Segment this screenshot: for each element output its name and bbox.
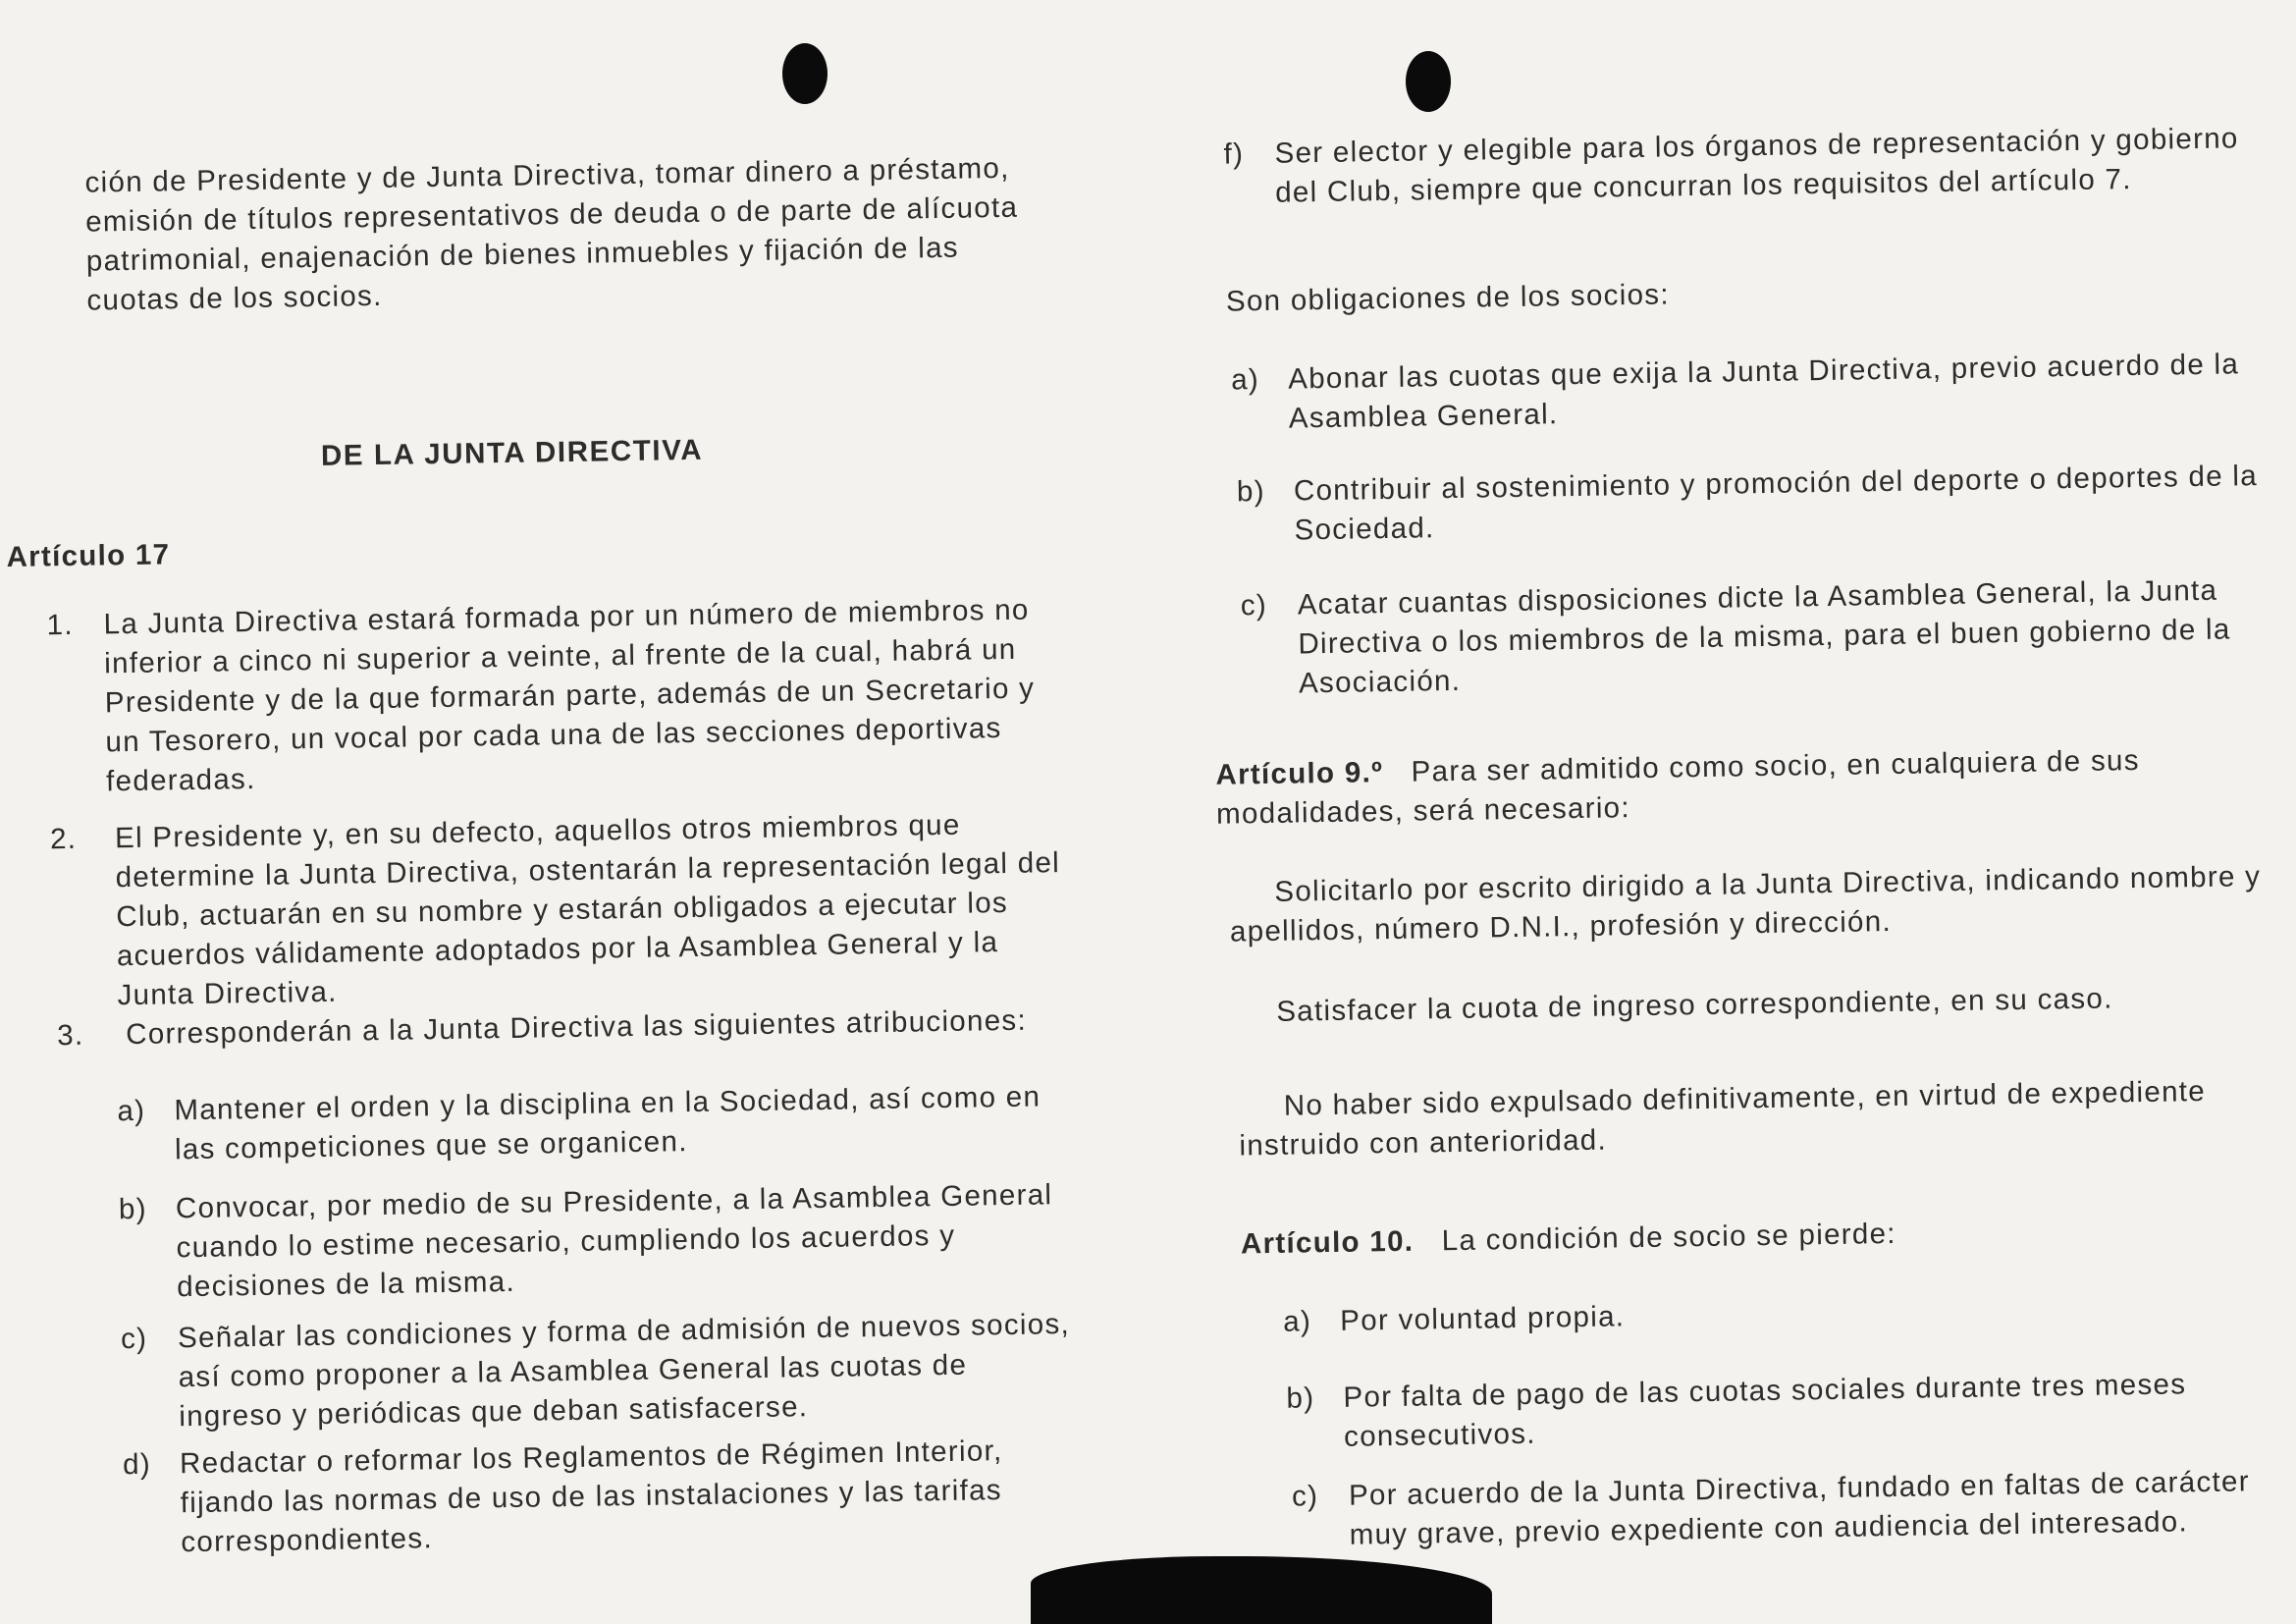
item-letter: a)	[1230, 363, 1260, 397]
article-9-label: Artículo 9.º	[1215, 756, 1384, 791]
article-10-text: La condición de socio se pierde:	[1441, 1217, 1897, 1258]
item-text: Redactar o reformar los Reglamentos de Régimen Interior, fijando las normas de uso de las instalaciones y las tarifas correspondientes.	[179, 1435, 1003, 1559]
item-letter: a)	[117, 1094, 146, 1128]
item-text: Ser elector y elegible para los órganos de representación y gobierno del Club, siempre que concurran los requisitos del artículo 7.	[1274, 122, 2239, 209]
list-item	[1223, 119, 2265, 214]
ink-smudge	[1031, 1556, 1492, 1624]
item-letter: c)	[1291, 1480, 1319, 1513]
section-heading: DE LA JUNTA DIRECTIVA	[320, 433, 704, 472]
item-text: Por acuerdo de la Junta Directiva, fundado en faltas de carácter muy grave, previo expediente con audiencia del interesado.	[1348, 1465, 2251, 1551]
item-letter: c)	[1240, 588, 1268, 623]
requirement-3	[1239, 1071, 2296, 1166]
item-text: El Presidente y, en su defecto, aquellos otros miembros que determine la Junta Directiva, ostentarán la representación legal del Club, actuarán en su nombre y estarán obligados a ejecutar los acuerdos válidamente adoptados por la Asamblea General y la Junta Directiva.	[114, 808, 1061, 1012]
article-9	[1215, 739, 2276, 835]
list-item	[1241, 570, 2283, 705]
list-item	[1286, 1364, 2288, 1458]
requirement-1	[1229, 857, 2290, 952]
item-number: 1.	[46, 608, 75, 642]
article-10	[1241, 1208, 2296, 1264]
requirement-text: Solicitarlo por escrito dirigido a la Junta Directiva, indicando nombre y apellidos, número D.N.I., profesión y dirección.	[1229, 860, 2262, 948]
punch-hole-right	[1406, 51, 1451, 112]
item-letter: b)	[118, 1192, 148, 1226]
item-letter: c)	[120, 1322, 148, 1356]
requirement-2	[1276, 977, 2288, 1032]
item-text: Mantener el orden y la disciplina en la Sociedad, así como en las competiciones que se organicen.	[174, 1080, 1041, 1166]
item-letter: d)	[122, 1447, 152, 1482]
item-letter: a)	[1283, 1305, 1312, 1338]
item-letter: b)	[1286, 1381, 1315, 1415]
item-text: Señalar las condiciones y forma de admisión de nuevos socios, así como proponer a la Asamblea General las cuotas de ingreso y periódicas que deban satisfacerse.	[177, 1308, 1071, 1434]
list-item	[1231, 345, 2272, 440]
intro-paragraph: ción de Presidente y de Junta Directiva, tomar dinero a préstamo, emisión de títulos representativos de deuda o de parte de alícuota patrimonial, enajenación de bienes inmuebles y fijación de las cuotas de los socios.	[84, 151, 1019, 317]
article-9-text: Para ser admitido como socio, en cualquiera de sus modalidades, será necesario:	[1215, 744, 2141, 831]
item-text: La Junta Directiva estará formada por un número de miembros no inferior a cinco ni superior a veinte, al frente de la cual, habrá un Presidente y de la que formarán parte, además de un Secretario y un Tesorero, un vocal por cada una de las secciones deportivas federadas.	[103, 593, 1036, 798]
requirement-text: No haber sido expulsado definitivamente, en virtud de expediente instruido con anterioridad.	[1239, 1074, 2207, 1163]
sub-item	[117, 1077, 1070, 1170]
punch-hole-left	[782, 43, 828, 104]
item-text: Contribuir al sostenimiento y promoción del deporte o deportes de la Sociedad.	[1293, 460, 2259, 547]
list-item	[1292, 1462, 2294, 1556]
article-10-label: Artículo 10.	[1240, 1224, 1415, 1261]
item-letter: b)	[1236, 474, 1266, 509]
right-page	[1198, 101, 2262, 1551]
item-letter: f)	[1223, 137, 1245, 171]
list-item	[1283, 1287, 2285, 1342]
item-number: 2.	[49, 822, 78, 856]
obligations-intro: Son obligaciones de los socios:	[1225, 278, 1671, 318]
item-text: Convocar, por medio de su Presidente, a la Asamblea General cuando lo estime necesario, cumpliendo los acuerdos y decisiones de la misma.	[175, 1178, 1053, 1304]
item-text: Abonar las cuotas que exija la Junta Directiva, previo acuerdo de la Asamblea General.	[1287, 348, 2240, 435]
item-text: Por voluntad propia.	[1340, 1300, 1626, 1337]
article-17-label: Artículo 17	[6, 538, 171, 573]
list-item	[46, 590, 1060, 802]
requirement-text: Satisfacer la cuota de ingreso correspondiente, en su caso.	[1276, 982, 2113, 1028]
list-item	[50, 804, 1064, 1016]
item-number: 3.	[56, 1018, 84, 1053]
sub-item	[123, 1431, 1077, 1563]
item-text: Acatar cuantas disposiciones dicte la Asamblea General, la Junta Directiva o los miembros de la misma, para el buen gobierno de la Asociación.	[1297, 573, 2231, 700]
sub-item	[121, 1305, 1075, 1437]
list-item	[1237, 457, 2278, 552]
left-page	[0, 131, 1071, 1559]
sub-item	[119, 1175, 1073, 1308]
item-text: Corresponderán a la Junta Directiva las siguientes atribuciones:	[125, 1003, 1028, 1052]
item-text: Por falta de pago de las cuotas sociales durante tres meses consecutivos.	[1343, 1368, 2187, 1453]
